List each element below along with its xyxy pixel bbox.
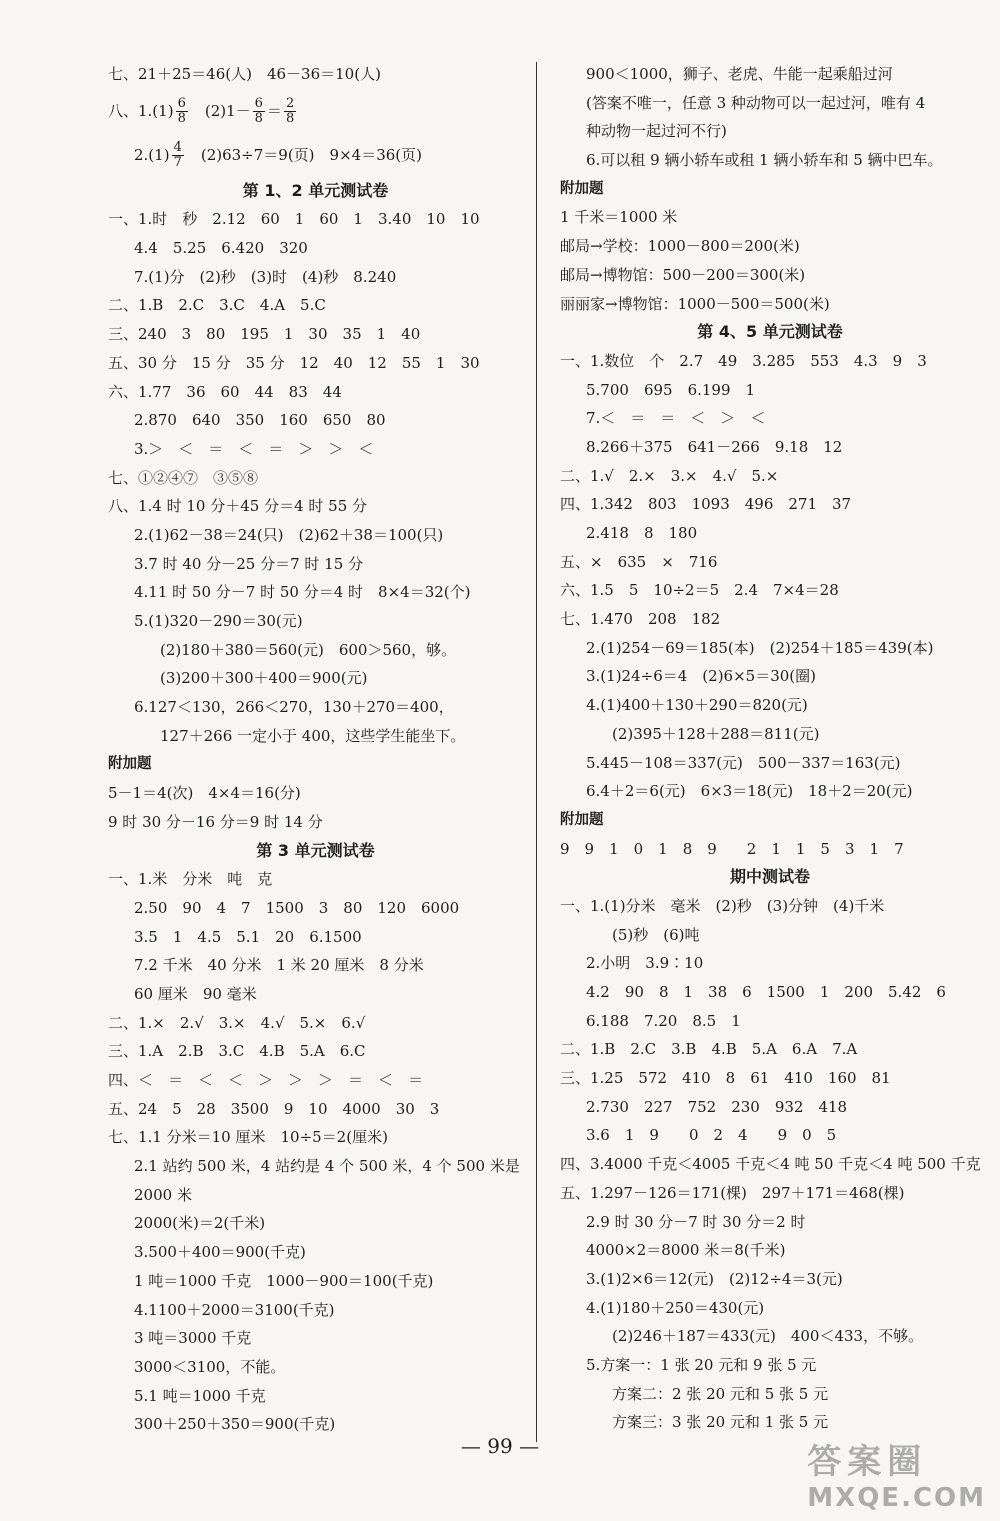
answer-line: 3.6 1 9 0 2 4 9 0 5	[586, 1126, 837, 1145]
answer-line: 3.(1)24÷6＝4 (2)6×5＝30(圈)	[586, 667, 816, 686]
fraction	[253, 97, 265, 126]
answer-line: 7.(1)分 (2)秒 (3)时 (4)秒 8.240	[134, 267, 397, 286]
answer-line: (2)180＋380＝560(元) 600＞560，够。	[160, 640, 457, 659]
answer-line: 5.700 695 6.199 1	[586, 380, 756, 399]
section-title: 第 1、2 单元测试卷	[242, 180, 389, 200]
watermark-logo	[807, 1434, 986, 1513]
line-prefix: 2.(1)	[134, 145, 170, 164]
answer-line: (5)秒 (6)吨	[612, 925, 700, 944]
answer-line: (2)395＋128＋288＝811(元)	[612, 724, 820, 743]
answer-line: 7.2 千米 40 分米 1 米 20 厘米 8 分米	[134, 956, 424, 975]
answer-line: 4.1100＋2000＝3100(千克)	[134, 1300, 335, 1319]
answer-line: 3.500＋400＝900(千克)	[134, 1243, 306, 1262]
answer-line: 六、1.77 36 60 44 83 44	[108, 382, 342, 401]
equals-sign: ＝	[266, 101, 282, 120]
line-text: (2)1－	[189, 101, 251, 120]
answer-line: 1 千米＝1000 米	[560, 208, 678, 227]
answer-line: 4.(1)400＋130＋290＝820(元)	[586, 696, 808, 715]
bonus-heading: 附加题	[560, 180, 604, 197]
answer-line: 三、1.A 2.B 3.C 4.B 5.A 6.C	[108, 1042, 366, 1061]
answer-line: 四、＜ ＝ ＜ ＜ ＞ ＞ ＞ ＝ ＜ ＝	[108, 1071, 424, 1089]
denominator: 8	[177, 111, 186, 127]
fraction	[172, 141, 184, 170]
answer-line: 9 9 1 0 1 8 9 2 1 1 5 3 1 7	[560, 839, 904, 858]
answer-line: 4.2 90 8 1 38 6 1500 1 200 5.42 6	[586, 983, 946, 1001]
denominator: 8	[254, 111, 263, 127]
answer-line	[108, 89, 523, 133]
denominator: 7	[173, 155, 182, 171]
answer-line: 3.＞ ＜ ＝ ＜ ＝ ＞ ＞ ＜	[134, 439, 374, 458]
answer-line: 邮局→学校：1000－800＝200(米)	[560, 237, 800, 256]
answer-line: 四、1.342 803 1093 496 271 37	[560, 495, 852, 514]
answer-line: (答案不唯一，任意 3 种动物可以一起过河，唯有 4	[586, 93, 926, 112]
answer-line: 2000 米	[134, 1185, 192, 1204]
bonus-heading: 附加题	[560, 811, 604, 828]
answer-line: 4.11 时 50 分－7 时 50 分＝4 时 8×4＝32(个)	[134, 583, 471, 602]
answer-line: 3.(1)2×6＝12(元) (2)12÷4＝3(元)	[586, 1269, 843, 1288]
left-column	[108, 60, 523, 1439]
denominator: 8	[285, 111, 295, 127]
line-text: (2)63÷7＝9(页) 9×4＝36(页)	[185, 145, 422, 164]
answer-line: 5－1＝4(次) 4×4＝16(分)	[108, 784, 301, 803]
answer-line: 2.870 640 350 160 650 80	[134, 411, 386, 430]
answer-line: 6.188 7.20 8.5 1	[586, 1011, 741, 1030]
section-title: 期中测试卷	[729, 867, 810, 887]
answer-line: 2.1 站约 500 米，4 站约是 4 个 500 米，4 个 500 米是	[134, 1157, 520, 1176]
answer-line: 2.(1)62－38＝24(只) (2)62＋38＝100(只)	[134, 525, 444, 544]
watermark-text: 答案圈	[807, 1442, 928, 1482]
answer-line: 5.1 吨＝1000 千克	[134, 1386, 266, 1405]
answer-line: 300＋250＋350＝900(千克)	[134, 1415, 336, 1434]
answer-line: 3.7 时 40 分－25 分＝7 时 15 分	[134, 554, 364, 573]
fraction	[284, 97, 296, 126]
answer-line: 5.方案一：1 张 20 元和 9 张 5 元	[586, 1355, 817, 1374]
answer-line: (3)200＋300＋400＝900(元)	[160, 669, 368, 688]
answer-line: (2)246＋187＝433(元) 400＜433，不够。	[612, 1327, 924, 1346]
answer-line: 8.266＋375 641－266 9.18 12	[586, 437, 843, 456]
column-divider	[536, 62, 537, 1442]
answer-line: 一、1.数位 个 2.7 49 3.285 553 4.3 9 3	[560, 351, 927, 370]
answer-line: 五、24 5 28 3500 9 10 4000 30 3	[108, 1099, 440, 1118]
answer-line: 2.9 时 30 分－7 时 30 分＝2 时	[586, 1212, 806, 1231]
numerator: 6	[177, 96, 186, 112]
answer-line	[108, 133, 523, 177]
answer-line: 二、1.× 2.√ 3.× 4.√ 5.× 6.√	[108, 1013, 366, 1032]
numerator: 6	[254, 96, 263, 112]
answer-line: 2.730 227 752 230 932 418	[586, 1097, 848, 1116]
answer-line: 2.小明 3.9∶10	[586, 954, 704, 973]
line-prefix: 八、1.(1)	[108, 101, 174, 120]
fraction	[176, 97, 188, 126]
answer-line: 五、1.297－126＝171(棵) 297＋171＝468(棵)	[560, 1183, 905, 1202]
answer-line: 5.(1)320－290＝30(元)	[134, 612, 303, 630]
answer-line: 900＜1000，狮子、老虎、牛能一起乘船过河	[586, 65, 893, 83]
answer-line: 2.418 8 180	[586, 524, 698, 542]
answer-line: 3.5 1 4.5 5.1 20 6.1500	[134, 927, 362, 946]
bonus-heading: 附加题	[108, 756, 152, 773]
answer-line: 二、1.B 2.C 3.B 4.B 5.A 6.A 7.A	[560, 1040, 858, 1059]
answer-line: 一、1.时 秒 2.12 60 1 60 1 3.40 10 10	[108, 210, 480, 229]
answer-line: 4.(1)180＋250＝430(元)	[586, 1298, 765, 1317]
answer-line: 2000(米)＝2(千米)	[134, 1214, 266, 1233]
answer-line: 5.445－108＝337(元) 500－337＝163(元)	[586, 753, 901, 772]
answer-line: 七、1.470 208 182	[560, 610, 721, 629]
answer-line: 四、3.4000 千克＜4005 千克＜4 吨 50 千克＜4 吨 500 千克	[560, 1155, 981, 1174]
answer-line: 三、240 3 80 195 1 30 35 1 40	[108, 325, 421, 344]
answer-line: 6.127＜130，266＜270，130＋270＝400，	[134, 698, 454, 717]
answer-line: 1 吨＝1000 千克 1000－900＝100(千克)	[134, 1271, 434, 1290]
answer-line: 60 厘米 90 毫米	[134, 984, 257, 1003]
answer-line: 一、1.(1)分米 毫米 (2)秒 (3)分钟 (4)千米	[560, 896, 885, 915]
answer-line: 3 吨＝3000 千克	[134, 1329, 252, 1348]
watermark-url: MXQE.COM	[807, 1483, 986, 1513]
answer-line: 6.可以租 9 辆小轿车或租 1 辆小轿车和 5 辆中巴车。	[586, 151, 943, 170]
answer-line: 方案三：3 张 20 元和 1 张 5 元	[612, 1413, 829, 1432]
answer-line: 二、1.√ 2.× 3.× 4.√ 5.×	[560, 466, 779, 485]
answer-line: 二、1.B 2.C 3.C 4.A 5.C	[108, 296, 326, 315]
page-number: — 99 —	[460, 1434, 540, 1458]
answer-line: 种动物一起过河不行)	[586, 122, 727, 141]
answer-line: 2.50 90 4 7 1500 3 80 120 6000	[134, 898, 460, 917]
answer-line: 7.＜ ＝ ＝ ＜ ＞ ＜	[586, 409, 766, 428]
answer-line: 七、①②④⑦ ③⑤⑧	[108, 468, 259, 487]
answer-line: 127＋266 一定小于 400，这些学生能坐下。	[160, 726, 466, 745]
numerator: 2	[285, 96, 295, 112]
answer-line: 五、× 635 × 716	[560, 552, 718, 571]
answer-line: 4.4 5.25 6.420 320	[134, 239, 308, 258]
answer-line: 4000×2＝8000 米＝8(千米)	[586, 1241, 786, 1260]
answer-line: 八、1.4 时 10 分＋45 分＝4 时 55 分	[108, 497, 368, 516]
answer-line: 一、1.米 分米 吨 克	[108, 870, 273, 889]
answer-line: 3000＜3100，不能。	[134, 1357, 286, 1376]
answer-line: 6.4＋2＝6(元) 6×3＝18(元) 18＋2＝20(元)	[586, 782, 913, 801]
answer-line: 丽丽家→博物馆：1000－500＝500(米)	[560, 294, 830, 313]
answer-line: 9 时 30 分－16 分＝9 时 14 分	[108, 812, 323, 831]
answer-line: 邮局→博物馆：500－200＝300(米)	[560, 265, 806, 284]
answer-line: 七、21＋25＝46(人) 46－36＝10(人)	[108, 65, 381, 83]
section-title: 第 3 单元测试卷	[256, 840, 375, 860]
answer-line: 六、1.5 5 10÷2＝5 2.4 7×4＝28	[560, 581, 839, 600]
answer-line: 七、1.1 分米＝10 厘米 10÷5＝2(厘米)	[108, 1128, 388, 1147]
answer-line: 2.(1)254－69＝185(本) (2)254＋185＝439(本)	[586, 638, 934, 657]
answer-line: 五、30 分 15 分 35 分 12 40 12 55 1 30	[108, 353, 480, 372]
section-title: 第 4、5 单元测试卷	[697, 322, 843, 342]
answer-line: 方案二：2 张 20 元和 5 张 5 元	[612, 1384, 829, 1403]
right-column	[560, 60, 980, 1437]
numerator: 4	[173, 140, 182, 156]
answer-line: 三、1.25 572 410 8 61 410 160 81	[560, 1069, 891, 1088]
